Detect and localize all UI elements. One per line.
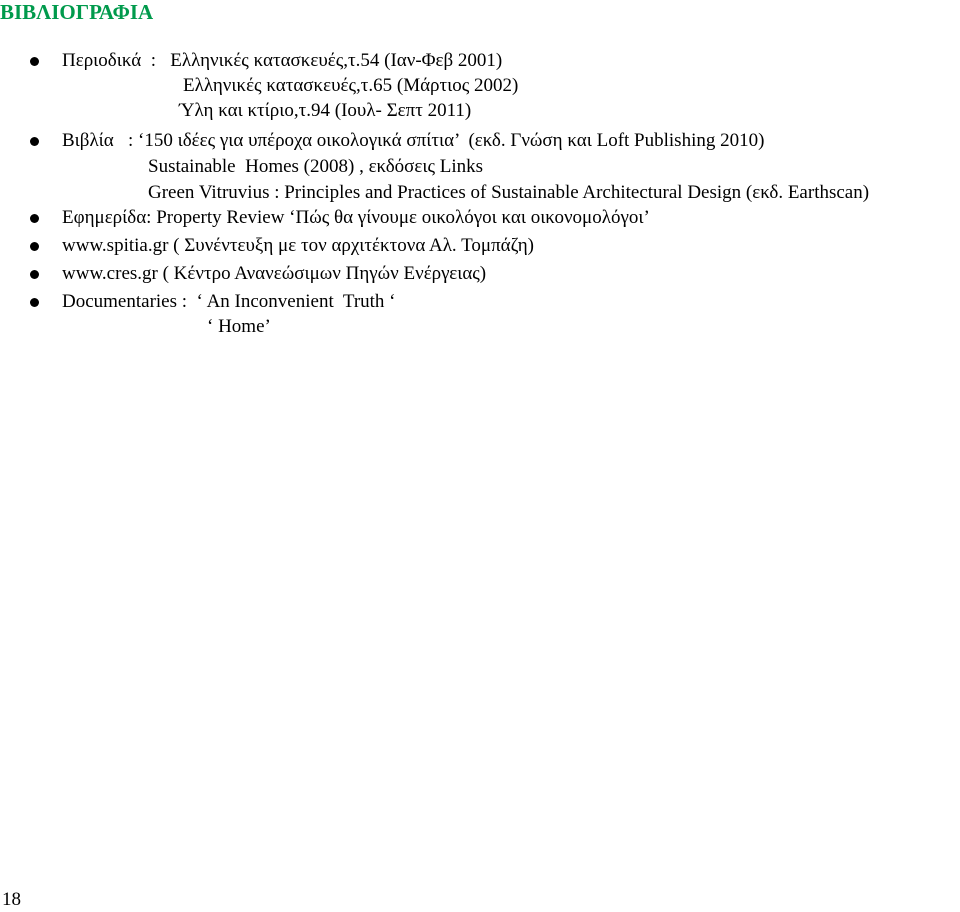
bullet-website-spitia: [30, 242, 39, 251]
page-number: 18: [2, 889, 21, 910]
periodicals-line-2: Ελληνικές κατασκευές,τ.65 (Μάρτιος 2002): [183, 75, 519, 96]
newspaper-line: Εφημερίδα: Property Review ‘Πώς θα γίνουμε οικολόγοι και οικονομολόγοι’: [62, 207, 650, 228]
books-line-3: Green Vitruvius : Principles and Practices of Sustainable Architectural Design (εκδ. Earthscan): [148, 182, 870, 203]
documentaries-line-2: ‘ Home’: [207, 316, 271, 337]
documentaries-line-1: Documentaries : ‘ An Inconvenient Truth ‘: [62, 291, 396, 312]
website-cres-line: www.cres.gr ( Κέντρο Ανανεώσιμων Πηγών Ενέργειας): [62, 263, 487, 284]
books-line-1: Βιβλία : ‘150 ιδέες για υπέροχα οικολογικά σπίτια’ (εκδ. Γνώση και Loft Publishing 2010): [62, 130, 765, 151]
website-spitia-line: www.spitia.gr ( Συνέντευξη με τον αρχιτέκτονα Αλ. Τομπάζη): [62, 235, 535, 256]
bullet-books: [30, 137, 39, 146]
bullet-periodicals: [30, 57, 39, 66]
periodicals-line-1: Περιοδικά : Ελληνικές κατασκευές,τ.54 (Ιαν-Φεβ 2001): [62, 50, 503, 71]
bullet-documentaries: [30, 298, 39, 307]
bullet-newspaper: [30, 214, 39, 223]
bullet-website-cres: [30, 270, 39, 279]
books-line-2: Sustainable Homes (2008) , εκδόσεις Links: [148, 156, 484, 177]
page-title: ΒΙΒΛΙΟΓΡΑΦΙΑ: [0, 0, 154, 24]
periodicals-line-3: Ύλη και κτίριο,τ.94 (Ιουλ- Σεπτ 2011): [179, 100, 472, 121]
